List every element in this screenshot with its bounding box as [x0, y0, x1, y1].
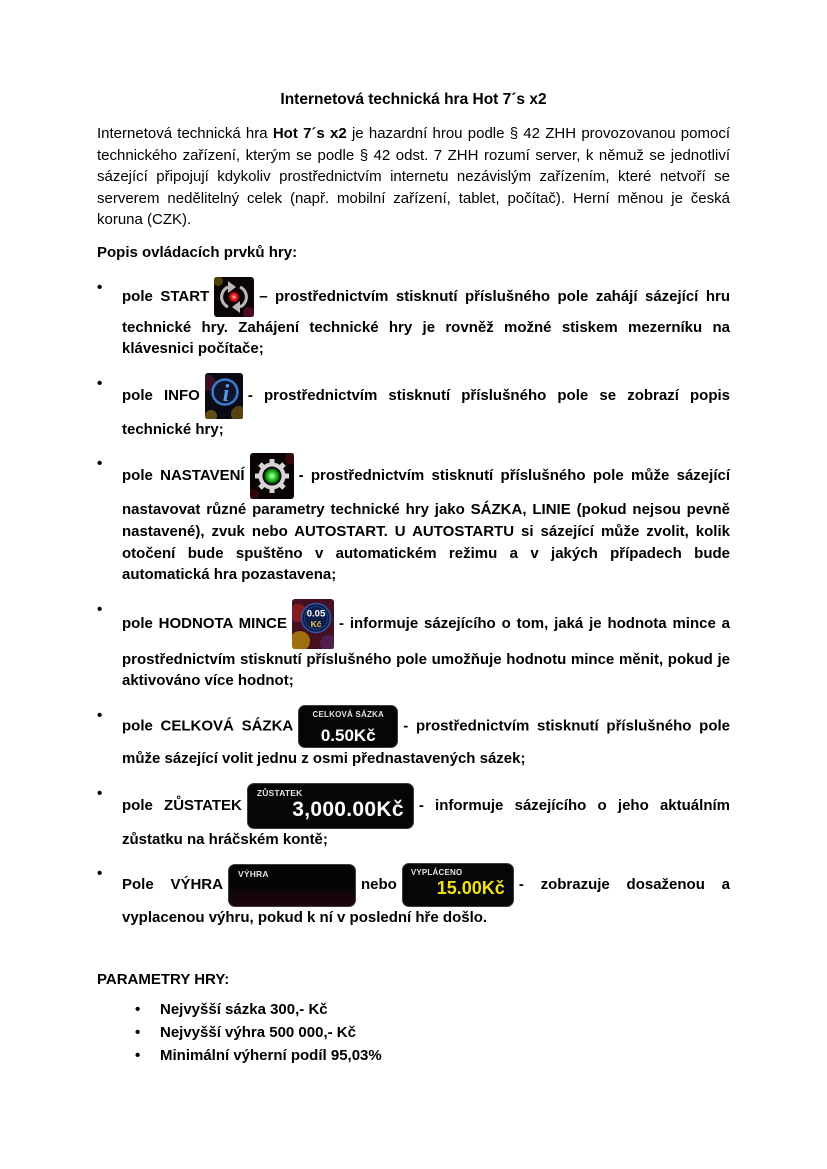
bullet-zustatek-rest: - informuje sázejícího o jeho aktuálním zůstatku na hráčském kontě; — [122, 796, 730, 848]
bullet-marker: • — [97, 865, 103, 883]
bullet-marker: • — [135, 1023, 141, 1041]
bullet-celkova-sazka — [97, 705, 730, 770]
bullet-hodnota-mince-rest: - informuje sázejícího o tom, jaká je hodnota mince a prostřednictvím stisknutí příslušného pole umožňuje hodnotu mince měnit, pokud je aktivováno více hodnot; — [122, 614, 730, 690]
bullet-zustatek-lead: pole ZŮSTATEK — [122, 796, 242, 814]
intro-paragraph — [97, 123, 730, 231]
intro-text-before: Internetová technická hra — [97, 125, 273, 142]
bullet-info — [97, 373, 730, 441]
coin-value-text: 0.05 — [306, 608, 326, 620]
bullet-nastaveni-lead: pole NASTAVENÍ — [122, 467, 245, 485]
balance-value: 3,000.00Kč — [292, 797, 404, 821]
total-bet-label: CELKOVÁ SÁZKA — [312, 709, 385, 719]
bullet-vyhra — [97, 863, 730, 929]
bullet-marker: • — [97, 784, 103, 802]
bullet-start-lead: pole START — [122, 287, 210, 305]
bullet-marker: • — [97, 706, 103, 724]
bullet-hodnota-mince-lead: pole HODNOTA MINCE — [122, 614, 288, 632]
bullet-info-rest: - prostřednictvím stisknutí příslušného pole se zobrazí popis technické hry; — [122, 386, 730, 438]
intro-game-name: Hot 7´s x2 — [272, 125, 347, 142]
bullet-start-rest: – prostřednictvím stisknutí příslušného pole zahájí sázející hru technické hry. Zahájení technické hry je rovněž možné stiskem mezerníku na klávesnici počítače; — [122, 287, 730, 358]
bullet-vyhra-lead: Pole VÝHRA — [122, 876, 223, 894]
intro-text-after: je hazardní hrou podle § 42 ZHH provozovanou pomocí technického zařízení, kterým se podle § 42 odst. 7 ZHH rozumí server, k němuž se jednotliví sázející připojují kdykoliv prostřednictvím internetu nezávislým zařízením, které netvoří se serverem nedělitelný celek (např. mobilní zařízení, tablet, počítač). Herní měnou je česká koruna (CZK). — [97, 125, 730, 229]
parameter-item — [135, 998, 730, 1021]
bullet-celkova-sazka-rest: - prostřednictvím stisknutí příslušného pole může sázející volit jednu z osmi přednastavených sázek; — [122, 717, 730, 767]
parameters-heading: PARAMETRY HRY: — [97, 970, 230, 988]
paid-out-value: 15.00Kč — [436, 878, 505, 899]
bullet-start — [97, 277, 730, 360]
bullet-marker: • — [135, 1046, 141, 1064]
bullet-nastaveni — [97, 453, 730, 585]
bullet-marker: • — [97, 455, 103, 473]
controls-section-heading: Popis ovládacích prvků hry: — [97, 243, 298, 261]
bullet-hodnota-mince — [97, 599, 730, 692]
parameter-min-rtp: Minimální výherní podíl 95,03% — [160, 1046, 382, 1064]
coin-value-icon — [292, 599, 334, 649]
parameter-item — [135, 1044, 730, 1067]
paid-out-display — [402, 863, 514, 907]
bullet-vyhra-connector: nebo — [360, 876, 397, 894]
parameter-max-win: Nejvyšší výhra 500 000,- Kč — [160, 1023, 356, 1041]
balance-label: ZŮSTATEK — [256, 787, 303, 798]
parameters-list — [97, 998, 730, 1067]
bullet-marker: • — [135, 1000, 141, 1018]
info-button-icon — [205, 373, 243, 419]
total-bet-display — [298, 705, 398, 748]
parameter-item — [135, 1021, 730, 1044]
bullet-marker: • — [97, 600, 103, 618]
coin-currency-text: Kč — [310, 618, 322, 629]
bullet-vyhra-rest: - zobrazuje dosaženou a vyplacenou výhru, pokud k ní v poslední hře došlo. — [122, 876, 730, 927]
bullet-info-lead: pole INFO — [122, 386, 200, 404]
bullet-marker: • — [97, 374, 103, 392]
bullet-nastaveni-rest: - prostřednictvím stisknutí příslušného pole může sázející nastavovat různé parametry technické hry jako SÁZKA, LINIE (pokud nejsou pevně nastavené), zvuk nebo AUTOSTART. U AUTOSTARTU si sázející může zvolit, kolik otočení bude spuštěno v automatickém režimu a v jakých případech bude automatická hra pozastavena; — [122, 467, 730, 584]
start-button-icon — [214, 277, 254, 317]
bullet-celkova-sazka-lead: pole CELKOVÁ SÁZKA — [122, 717, 294, 735]
svg-text:i: i — [222, 380, 230, 407]
bullet-marker: • — [97, 278, 103, 296]
balance-display — [247, 783, 414, 829]
parameter-max-bet: Nejvyšší sázka 300,- Kč — [160, 1000, 328, 1018]
win-label: VÝHRA — [237, 868, 269, 879]
bullet-zustatek — [97, 783, 730, 851]
settings-gear-icon — [250, 453, 294, 499]
total-bet-value: 0.50Kč — [320, 725, 376, 745]
page-title: Internetová technická hra Hot 7´s x2 — [280, 91, 547, 108]
paid-out-label: VYPLÁCENO — [410, 868, 463, 878]
win-display — [228, 864, 356, 907]
